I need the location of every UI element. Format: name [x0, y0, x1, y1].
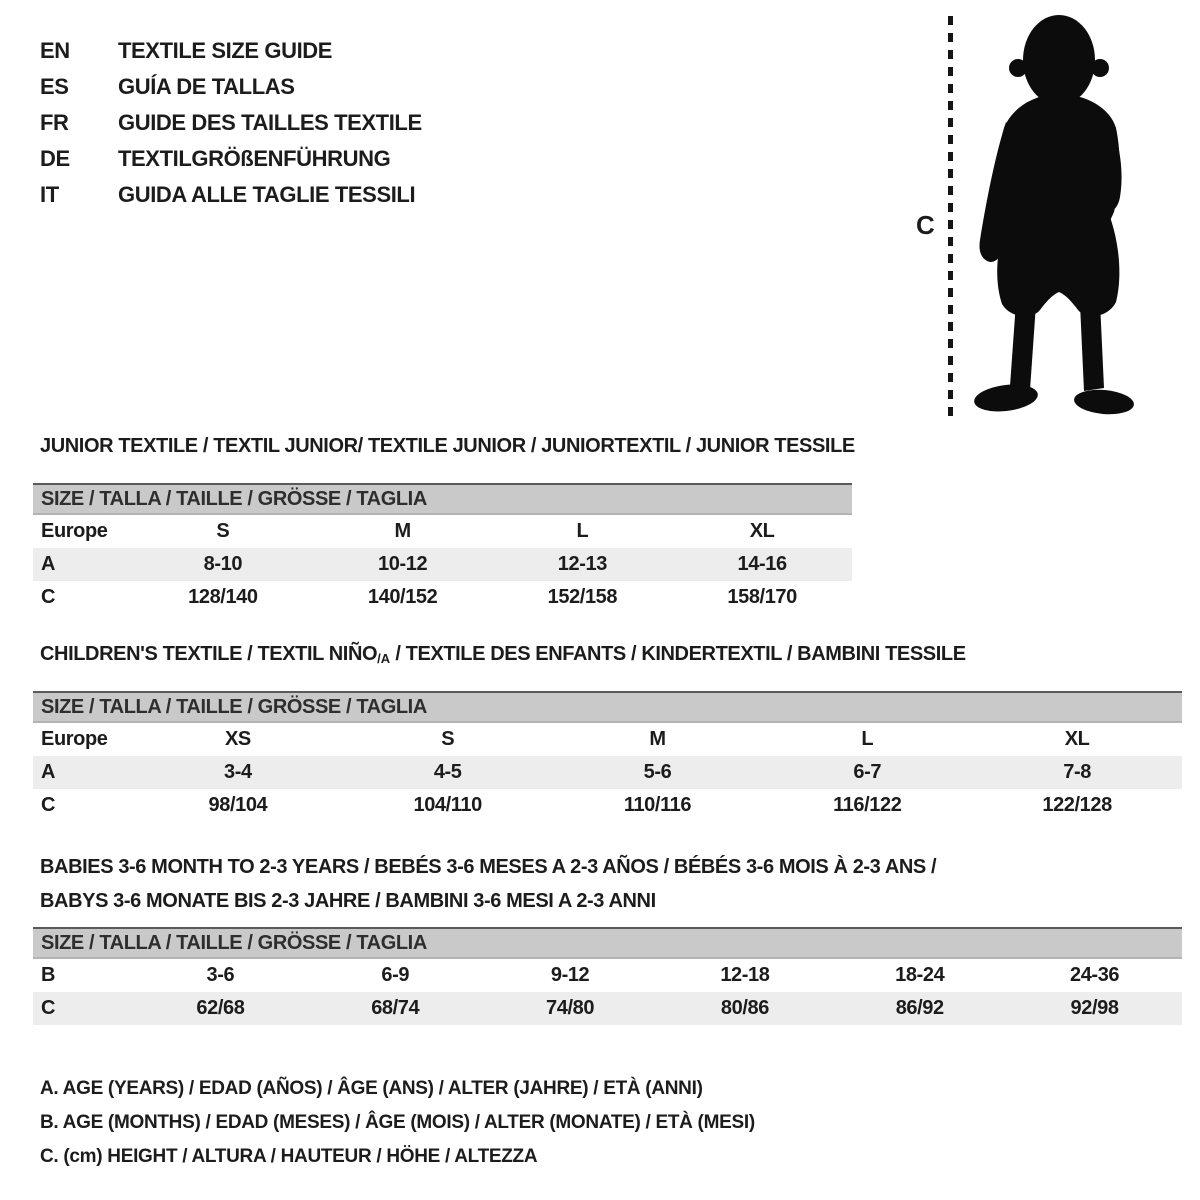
cell: 116/122 — [833, 794, 902, 816]
junior-section-title: JUNIOR TEXTILE / TEXTIL JUNIOR/ TEXTILE JUNIOR / JUNIORTEXTIL / JUNIOR TESSILE — [40, 435, 855, 457]
row-label: A — [41, 553, 56, 575]
baby-silhouette-icon — [968, 12, 1146, 420]
row-label: Europe — [41, 728, 108, 750]
row-label: A — [41, 761, 56, 783]
table-row-height — [33, 581, 852, 614]
cell: 5-6 — [643, 761, 672, 783]
row-label: B — [41, 964, 56, 986]
table-row-age — [33, 756, 1182, 789]
children-title-sub: /A — [377, 651, 391, 666]
language-label: TEXTILGRÖßENFÜHRUNG — [118, 146, 391, 171]
size-table-header: SIZE / TALLA / TAILLE / GRÖSSE / TAGLIA — [33, 483, 852, 515]
cell: 6-9 — [381, 964, 410, 986]
cell: 86/92 — [895, 997, 944, 1019]
language-code: DE — [40, 146, 70, 171]
cell: 3-6 — [206, 964, 235, 986]
cell: 158/170 — [727, 586, 797, 608]
language-code: FR — [40, 110, 69, 135]
language-row — [40, 141, 422, 177]
table-row-age — [33, 548, 852, 581]
cell: 7-8 — [1063, 761, 1091, 783]
cell: S — [216, 520, 230, 542]
language-row — [40, 69, 422, 105]
language-label: TEXTILE SIZE GUIDE — [118, 38, 333, 63]
cell: 24-36 — [1069, 964, 1120, 986]
row-label: C — [41, 794, 56, 816]
table-row-height — [33, 992, 1182, 1025]
cell: 140/152 — [367, 586, 438, 608]
language-row — [40, 33, 422, 69]
cell: 62/68 — [196, 997, 245, 1019]
cell: 18-24 — [895, 964, 945, 986]
legend-line-c: C. (cm) HEIGHT / ALTURA / HAUTEUR / HÖHE / ALTEZZA — [40, 1146, 538, 1167]
cell: S — [441, 728, 455, 750]
size-table-header: SIZE / TALLA / TAILLE / GRÖSSE / TAGLIA — [33, 691, 1182, 723]
children-title-suffix: / TEXTILE DES ENFANTS / KINDERTEXTIL / BAMBINI TESSILE — [390, 643, 966, 665]
cell: 14-16 — [737, 553, 787, 575]
cell: 122/128 — [1042, 794, 1112, 816]
cell: 8-10 — [203, 553, 243, 575]
cell: L — [861, 728, 874, 750]
height-label-c: C — [916, 210, 935, 240]
cell: 128/140 — [188, 586, 258, 608]
cell: 9-12 — [550, 964, 590, 986]
cell: XL — [1064, 728, 1090, 750]
cell: 6-7 — [853, 761, 882, 783]
cell: M — [649, 728, 666, 750]
size-table-header: SIZE / TALLA / TAILLE / GRÖSSE / TAGLIA — [33, 927, 1182, 959]
cell: 3-4 — [224, 761, 252, 783]
junior-size-table — [33, 483, 852, 614]
language-code: IT — [40, 182, 59, 207]
cell: 98/104 — [208, 794, 268, 816]
cell: 68/74 — [371, 997, 420, 1019]
language-label: GUÍA DE TALLAS — [118, 74, 295, 99]
row-label: C — [41, 586, 56, 608]
cell: 4-5 — [433, 761, 462, 783]
cell: 104/110 — [413, 794, 482, 816]
cell: 92/98 — [1070, 997, 1119, 1019]
children-size-table — [33, 691, 1182, 822]
cell: 12-13 — [557, 553, 607, 575]
children-title-prefix: CHILDREN'S TEXTILE / TEXTIL NIÑO — [40, 643, 378, 665]
language-label: GUIDA ALLE TAGLIE TESSILI — [118, 182, 416, 207]
cell: 80/86 — [720, 997, 769, 1019]
table-row-europe — [33, 515, 852, 548]
cell: 74/80 — [546, 997, 595, 1019]
height-measure-line — [948, 16, 953, 416]
row-label: C — [41, 997, 56, 1019]
cell: 12-18 — [720, 964, 770, 986]
table-row-height — [33, 789, 1182, 822]
cell: XL — [749, 520, 775, 542]
babies-title-line1: BABIES 3-6 MONTH TO 2-3 YEARS / BEBÉS 3-6 MESES A 2-3 AÑOS / BÉBÉS 3-6 MOIS À 2-3 ANS / — [40, 856, 937, 878]
cell: M — [394, 520, 411, 542]
language-code: EN — [40, 38, 70, 63]
language-row — [40, 177, 422, 213]
cell: XS — [224, 728, 251, 750]
legend-line-b: B. AGE (MONTHS) / EDAD (MESES) / ÂGE (MOIS) / ALTER (MONATE) / ETÀ (MESI) — [40, 1112, 755, 1133]
language-label: GUIDE DES TAILLES TEXTILE — [118, 110, 422, 135]
cell: 10-12 — [378, 553, 428, 575]
language-title-list — [40, 33, 422, 213]
table-row-months — [33, 959, 1182, 992]
table-row-europe — [33, 723, 1182, 756]
cell: 152/158 — [547, 586, 618, 608]
row-label: Europe — [41, 520, 108, 542]
language-row — [40, 105, 422, 141]
babies-title-line2: BABYS 3-6 MONATE BIS 2-3 JAHRE / BAMBINI 3-6 MESI A 2-3 ANNI — [40, 890, 656, 912]
babies-section-title — [40, 850, 936, 918]
legend-line-a: A. AGE (YEARS) / EDAD (AÑOS) / ÂGE (ANS) / ALTER (JAHRE) / ETÀ (ANNI) — [40, 1078, 703, 1099]
cell: 110/116 — [623, 794, 692, 816]
babies-size-table — [33, 927, 1182, 1025]
legend — [40, 1072, 755, 1174]
children-section-title — [40, 642, 966, 668]
cell: L — [576, 520, 589, 542]
language-code: ES — [40, 74, 69, 99]
